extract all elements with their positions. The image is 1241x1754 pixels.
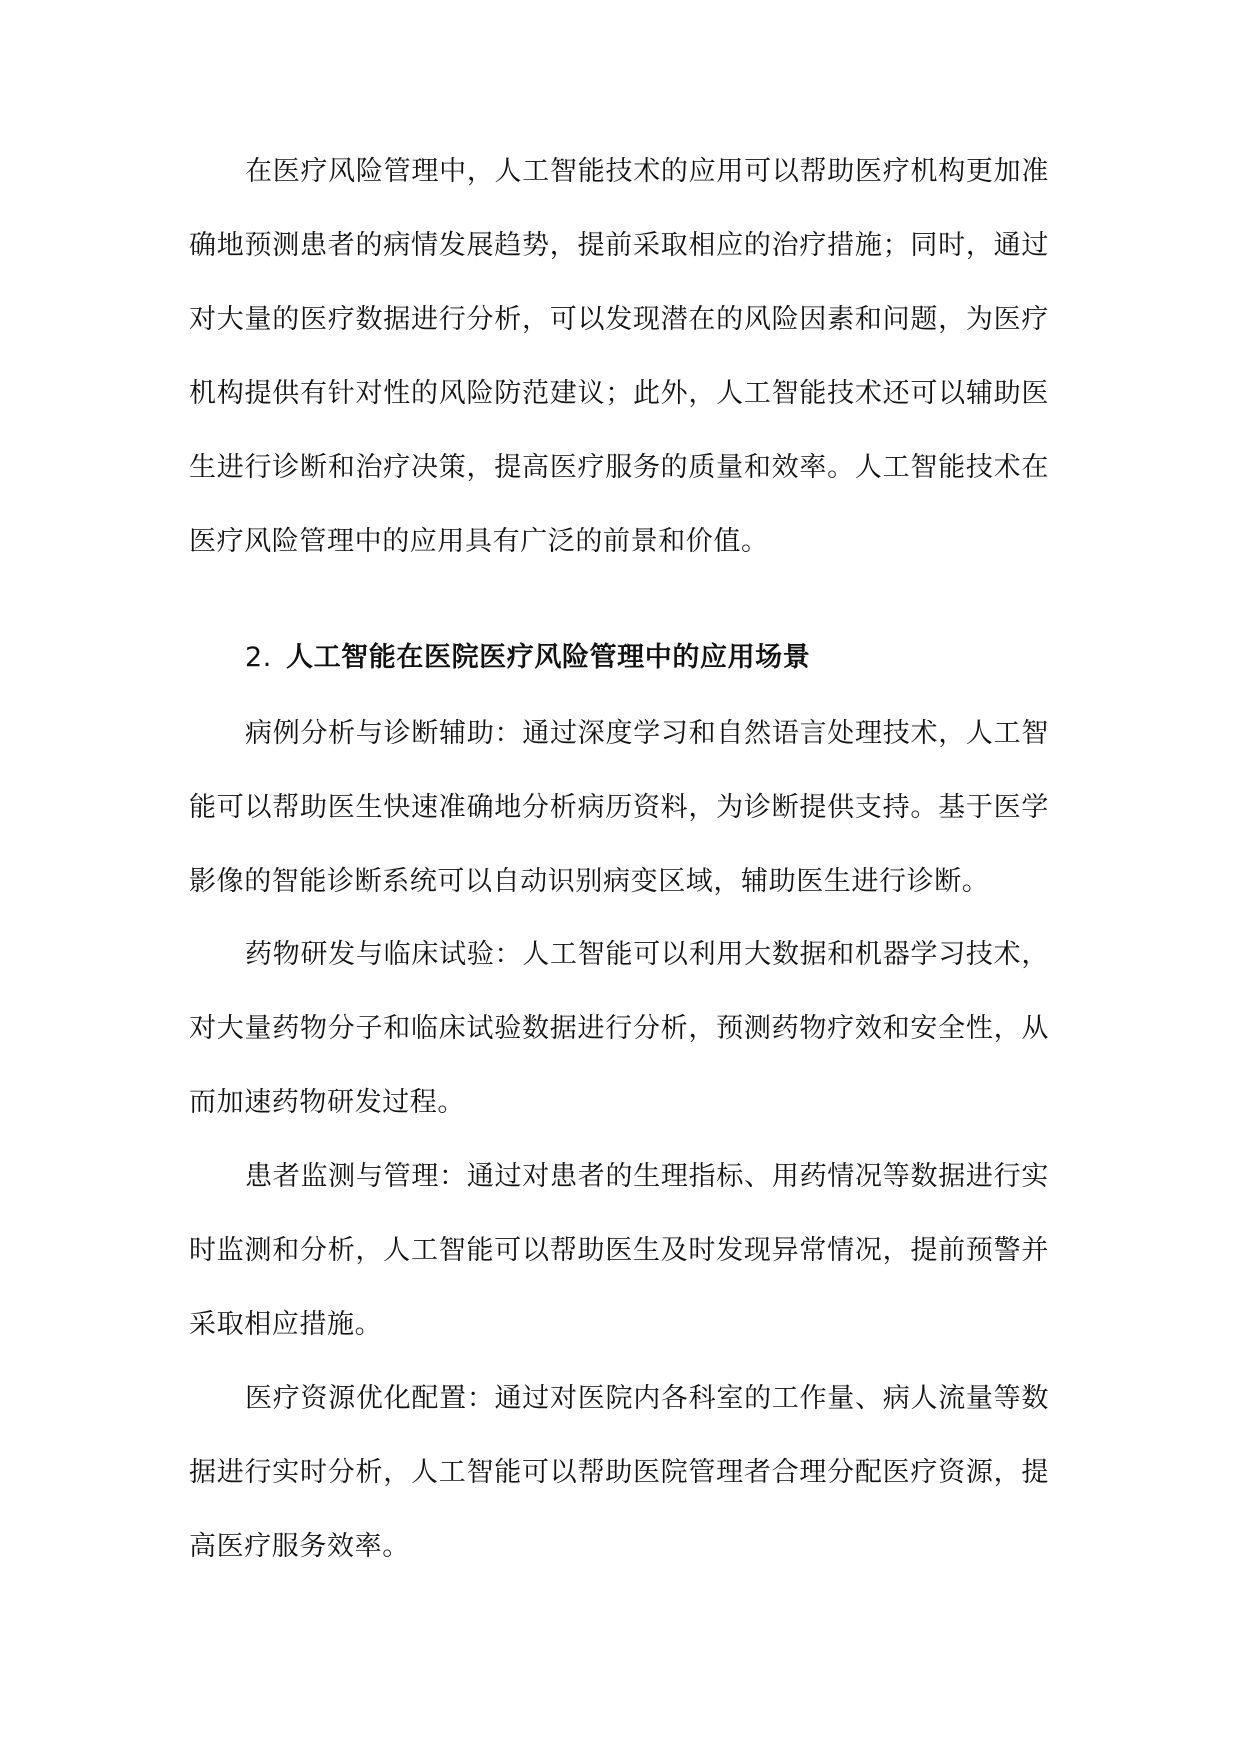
paragraph-resource-allocation: 医疗资源优化配置：通过对医院内各科室的工作量、病人流量等数据进行实时分析，人工智能可以帮助医院管理者合理分配医疗资源，提高医疗服务效率。	[189, 1383, 1049, 1562]
section-title: 人工智能在医院医疗风险管理中的应用场景	[285, 642, 811, 673]
section-number: 2.	[245, 642, 272, 673]
intro-paragraph: 在医疗风险管理中，人工智能技术的应用可以帮助医疗机构更加准确地预测患者的病情发展趋势，提前采取相应的治疗措施；同时，通过对大量的医疗数据进行分析，可以发现潜在的风险因素和问题，为医疗机构提供有针对性的风险防范建议；此外，人工智能技术还可以辅助医生进行诊断和治疗决策，提高医疗服务的质量和效率。人工智能技术在医疗风险管理中的应用具有广泛的前景和价值。	[189, 156, 1049, 557]
paragraph-patient-monitoring: 患者监测与管理：通过对患者的生理指标、用药情况等数据进行实时监测和分析，人工智能可以帮助医生及时发现异常情况，提前预警并采取相应措施。	[189, 1161, 1049, 1340]
section-heading	[189, 621, 1049, 695]
paragraph-case-analysis: 病例分析与诊断辅助：通过深度学习和自然语言处理技术，人工智能可以帮助医生快速准确地分析病历资料，为诊断提供支持。基于医学影像的智能诊断系统可以自动识别病变区域，辅助医生进行诊断。	[189, 718, 1049, 897]
paragraph-drug-research: 药物研发与临床试验：人工智能可以利用大数据和机器学习技术，对大量药物分子和临床试验数据进行分析，预测药物疗效和安全性，从而加速药物研发过程。	[189, 939, 1049, 1118]
